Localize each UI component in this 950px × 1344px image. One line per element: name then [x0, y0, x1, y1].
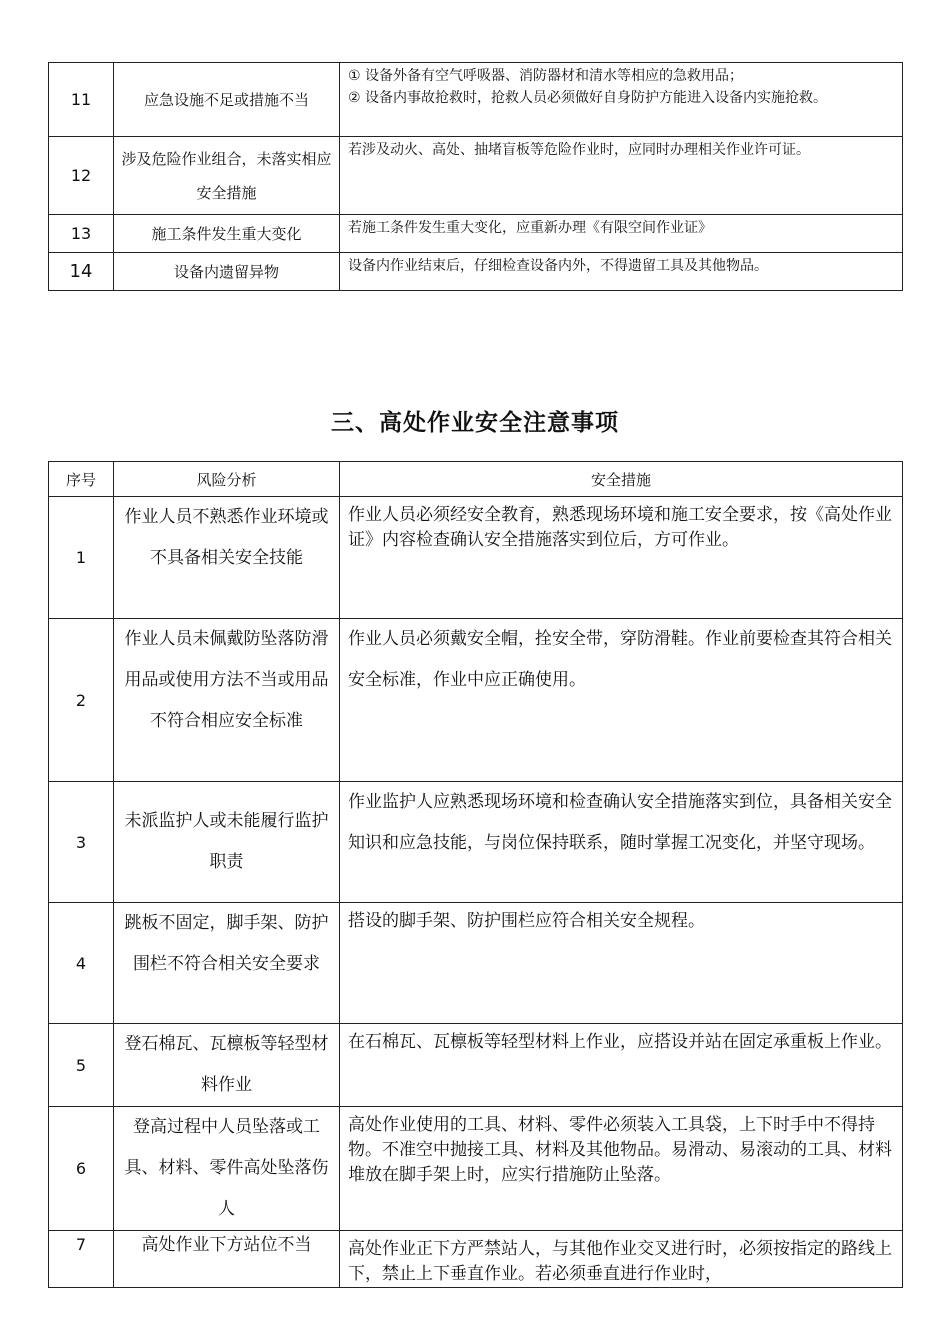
- row-number: 14: [49, 253, 114, 291]
- risk-cell: 未派监护人或未能履行监护职责: [114, 782, 340, 903]
- measure-cell: [340, 63, 903, 137]
- column-header-measure: 安全措施: [340, 462, 903, 497]
- risk-cell: 设备内遗留异物: [114, 253, 340, 291]
- table-row: [49, 137, 903, 215]
- measure-cell: 在石棉瓦、瓦檩板等轻型材料上作业，应搭设并站在固定承重板上作业。: [340, 1024, 903, 1107]
- table-row: [49, 1024, 903, 1107]
- row-number: 7: [49, 1231, 114, 1288]
- row-number: 11: [49, 63, 114, 137]
- table-header-row: [49, 462, 903, 497]
- work-at-height-risk-table: [48, 461, 903, 1288]
- risk-cell: 登高过程中人员坠落或工具、材料、零件高处坠落伤人: [114, 1107, 340, 1231]
- table-row: [49, 619, 903, 782]
- row-number: 13: [49, 215, 114, 253]
- risk-cell: 跳板不固定，脚手架、防护围栏不符合相关安全要求: [114, 903, 340, 1024]
- table-row: [49, 215, 903, 253]
- table-row: [49, 253, 903, 291]
- risk-cell: 施工条件发生重大变化: [114, 215, 340, 253]
- table-row: [49, 497, 903, 619]
- measure-cell: 作业人员必须戴安全帽，拴安全带，穿防滑鞋。作业前要检查其符合相关安全标准，作业中应正确使用。: [340, 619, 903, 782]
- table-row: [49, 903, 903, 1024]
- measure-cell: 高处作业使用的工具、材料、零件必须装入工具袋，上下时手中不得持物。不准空中抛接工具、材料及其他物品。易滑动、易滚动的工具、材料堆放在脚手架上时，应实行措施防止坠落。: [340, 1107, 903, 1231]
- measure-item: ① 设备外备有空气呼吸器、消防器材和清水等相应的急救用品；: [348, 68, 743, 84]
- confined-space-risk-table-continued: [48, 62, 903, 291]
- table-row: [49, 1231, 903, 1288]
- risk-cell: 涉及危险作业组合，未落实相应安全措施: [114, 137, 340, 215]
- row-number: 5: [49, 1024, 114, 1107]
- measure-cell: 作业人员必须经安全教育，熟悉现场环境和施工安全要求，按《高处作业证》内容检查确认安全措施落实到位后，方可作业。: [340, 497, 903, 619]
- row-number: 1: [49, 497, 114, 619]
- risk-cell: 作业人员未佩戴防坠落防滑用品或使用方法不当或用品不符合相应安全标准: [114, 619, 340, 782]
- row-number: 2: [49, 619, 114, 782]
- measure-cell: 若涉及动火、高处、抽堵盲板等危险作业时，应同时办理相关作业许可证。: [340, 137, 903, 215]
- measure-cell: 设备内作业结束后，仔细检查设备内外，不得遗留工具及其他物品。: [340, 253, 903, 291]
- measure-cell: 高处作业正下方严禁站人，与其他作业交叉进行时，必须按指定的路线上下，禁止上下垂直作业。若必须垂直进行作业时，: [340, 1231, 903, 1288]
- risk-cell: 登石棉瓦、瓦檩板等轻型材料作业: [114, 1024, 340, 1107]
- measure-cell: 搭设的脚手架、防护围栏应符合相关安全规程。: [340, 903, 903, 1024]
- risk-cell: 作业人员不熟悉作业环境或不具备相关安全技能: [114, 497, 340, 619]
- risk-cell: 应急设施不足或措施不当: [114, 63, 340, 137]
- risk-cell: 高处作业下方站位不当: [114, 1231, 340, 1288]
- measure-item: ② 设备内事故抢救时，抢救人员必须做好自身防护方能进入设备内实施抢救。: [348, 90, 827, 106]
- measure-cell: 若施工条件发生重大变化，应重新办理《有限空间作业证》: [340, 215, 903, 253]
- section-title: 三、高处作业安全注意事项: [331, 410, 619, 436]
- table-row: [49, 63, 903, 137]
- column-header-number: 序号: [49, 462, 114, 497]
- table-row: [49, 1107, 903, 1231]
- column-header-risk: 风险分析: [114, 462, 340, 497]
- row-number: 6: [49, 1107, 114, 1231]
- table-row: [49, 782, 903, 903]
- row-number: 12: [49, 137, 114, 215]
- row-number: 4: [49, 903, 114, 1024]
- measure-cell: 作业监护人应熟悉现场环境和检查确认安全措施落实到位，具备相关安全知识和应急技能，与岗位保持联系，随时掌握工况变化，并坚守现场。: [340, 782, 903, 903]
- row-number: 3: [49, 782, 114, 903]
